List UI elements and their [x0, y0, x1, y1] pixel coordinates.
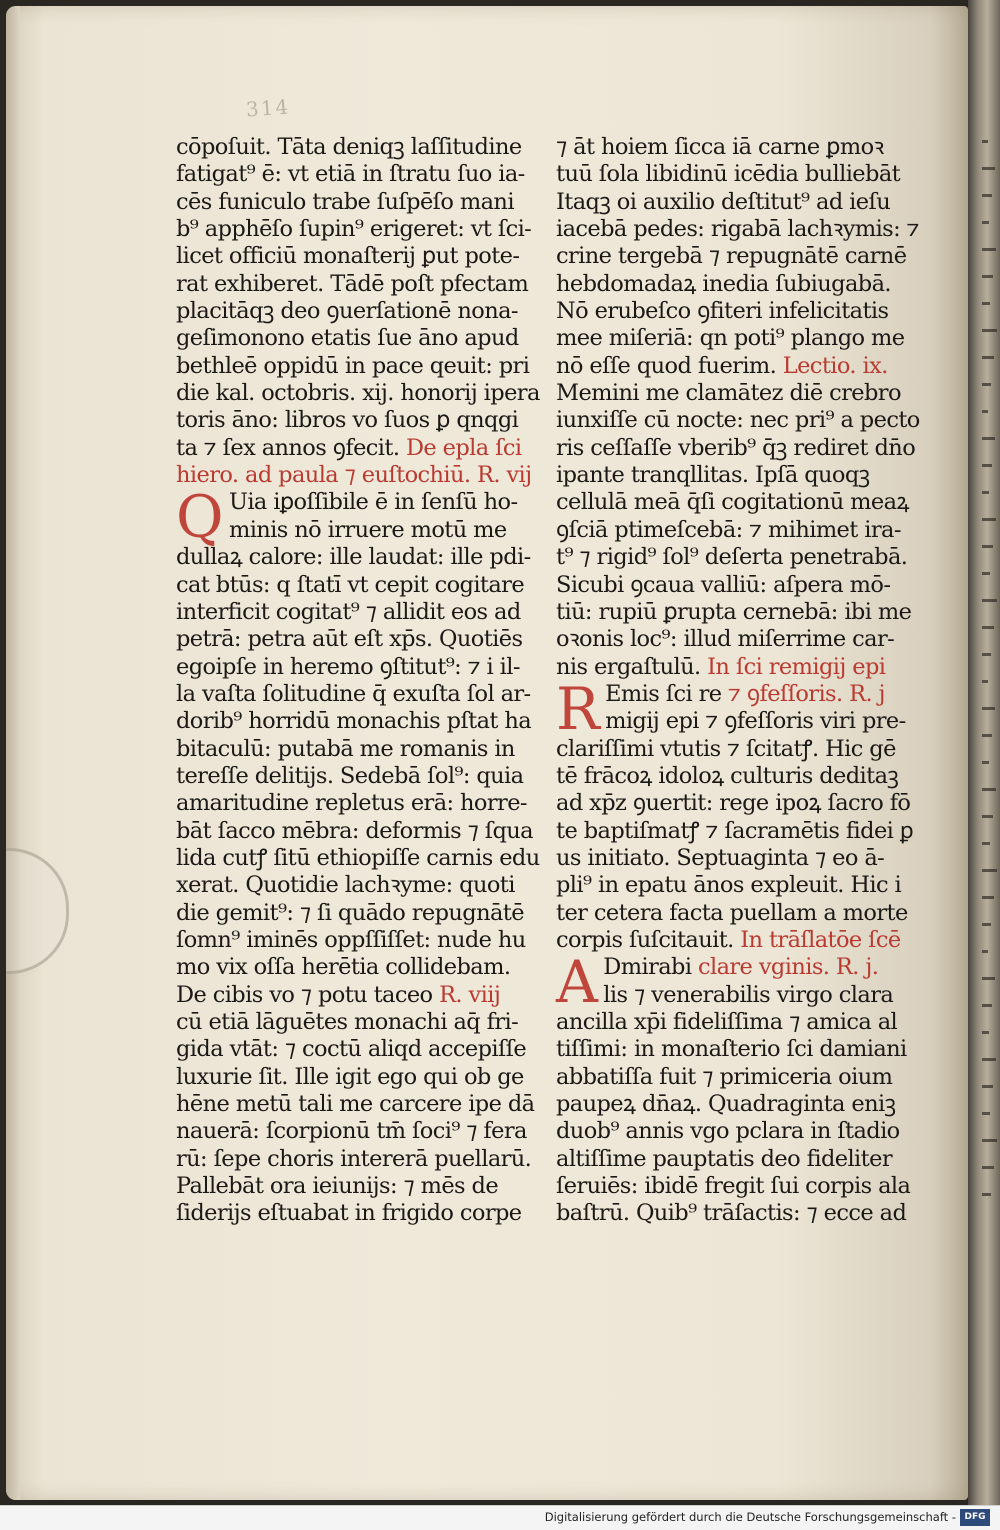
adjacent-page-text-fragment: [982, 167, 995, 170]
adjacent-page-text-fragment: [982, 1139, 997, 1142]
text-line: [176, 407, 548, 434]
line-text: ris ceſſaſſe vberib⁹ q̄ꝫ rediret dn̄o: [556, 434, 916, 461]
text-line: [556, 407, 928, 434]
line-text: Itaqꝫ oi auxilio deſtitut⁹ ad ieſu: [556, 188, 891, 215]
line-text: ancilla xp̄i fideliſſima ⁊ amica al: [556, 1009, 898, 1035]
adjacent-page-text-fragment: [982, 896, 994, 899]
adjacent-page-text-fragment: [982, 248, 996, 251]
line-text: Dmirabi: [603, 954, 692, 981]
line-text: licet officiū monaſterij ꝑut pote-: [176, 243, 520, 270]
line-text: Pallebāt ora ieiunijs: ⁊ mēs de: [176, 1173, 499, 1200]
line-text: paupeꝝ dn̄aꝝ. Quadraginta eniꝫ: [556, 1091, 896, 1118]
line-text: Nō erubeſco ꝯfiteri infelicitatis: [556, 298, 889, 325]
text-line: [556, 790, 928, 817]
line-text: bitaculū: putabā me romanis in: [176, 735, 515, 762]
line-text: ta ⁊ ſex annos ꝯfecit.: [176, 434, 400, 461]
adjacent-page-text-fragment: [982, 275, 993, 278]
adjacent-page-text-fragment: [982, 1085, 993, 1088]
adjacent-page-text-fragment: [982, 410, 988, 413]
text-line: [556, 489, 928, 516]
text-line: [176, 708, 548, 735]
text-line: [556, 1036, 928, 1063]
initial-capital: A: [556, 948, 598, 1017]
adjacent-page-text-fragment: [982, 383, 991, 386]
rubric-text: R. viij: [432, 981, 501, 1008]
text-line: [556, 462, 928, 489]
text-line: [176, 1036, 548, 1063]
line-text: cēs funiculo trabe ſuſpēſo mani: [176, 188, 514, 215]
line-text: hebdomadaꝝ inedia ſubiugabā.: [556, 270, 891, 297]
line-text: hēne metū tali me carcere ipe dā: [176, 1091, 535, 1118]
adjacent-page-text-fragment: [982, 761, 989, 764]
text-line: [556, 927, 928, 954]
line-text: toris āno: libros vo ſuos ꝑ qnqgi: [176, 407, 519, 434]
line-text: abbatiſſa fuit ⁊ primiceria oium: [556, 1063, 893, 1090]
text-line: [176, 216, 548, 243]
line-text: Memini me clamātez diē crebro: [556, 380, 901, 407]
line-text: lida cutꝭ ſitū ethiopiſſe carnis edu: [176, 844, 540, 871]
line-text: clariſſimi vtutis ⁊ ſcitatꝭ. Hic gē: [556, 735, 896, 762]
text-line: [556, 654, 928, 681]
adjacent-page-text-fragment: [982, 599, 997, 602]
text-line: [556, 1173, 928, 1200]
adjacent-page-text-fragment: [982, 140, 988, 143]
right-text-column: [556, 134, 928, 1228]
line-text: ſeruiēs: ibidē fregit ſui corpis ala: [556, 1173, 911, 1200]
initial-capital: Q: [176, 483, 223, 552]
line-text: ter cetera facta puellam a morte: [556, 899, 908, 926]
line-text: gida vtāt: ⁊ coctū aliqd accepiſſe: [176, 1036, 527, 1063]
line-text: xerat. Quotidie lachꝛyme: quoti: [176, 872, 515, 899]
line-text: crine tergebā ⁊ repugnātē carnē: [556, 243, 907, 270]
line-text: altiſſime pauptatis deo fideliter: [556, 1145, 892, 1172]
line-text: bāt ſacco mēbra: deformis ⁊ ſqua: [176, 817, 533, 844]
line-text: pli⁹ in epatu ānos expleuit. Hic i: [556, 872, 902, 899]
adjacent-page-text-fragment: [982, 788, 996, 791]
rubric-text: De epla ſci: [399, 434, 522, 461]
adjacent-page-text-fragment: [982, 1193, 991, 1196]
text-line: [556, 161, 928, 188]
adjacent-page-text-fragment: [982, 842, 990, 845]
line-text: tereſſe delitijs. Sedebā ſol⁹: quia: [176, 762, 524, 789]
adjacent-page-text-fragment: [982, 1058, 996, 1061]
text-line: [556, 572, 928, 599]
adjacent-page-edge: [968, 0, 1000, 1505]
line-text: die gemit⁹: ⁊ ſi quādo repugnātē: [176, 899, 524, 926]
line-text: nō eſſe quod fuerim.: [556, 352, 777, 379]
adjacent-page-text-fragment: [982, 464, 992, 467]
line-text: cellulā meā q̄ſi cogitationū meaꝝ: [556, 489, 909, 516]
adjacent-page-text-fragment: [982, 680, 988, 683]
line-text: mo vix oſſa herētia collidebam.: [176, 954, 511, 981]
text-line: [556, 1009, 928, 1036]
rubric-text: In trāſlatōe ſcē: [733, 926, 901, 953]
text-line: [176, 626, 548, 653]
adjacent-page-text-fragment: [982, 1004, 992, 1007]
line-text: dorib⁹ horridū monachis pſtat ha: [176, 708, 532, 735]
text-line: [176, 1091, 548, 1118]
adjacent-page-text-fragment: [982, 815, 993, 818]
line-text: lis ⁊ venerabilis virgo clara: [603, 981, 894, 1008]
line-text: interficit cogitat⁹ ⁊ allidit eos ad: [176, 598, 521, 625]
adjacent-page-text-fragment: [982, 626, 994, 629]
line-text: nauerā: ſcorpionū tm̄ ſoci⁹ ⁊ fera: [176, 1118, 527, 1145]
text-line: [556, 982, 928, 1009]
line-text: ſomn⁹ iminēs oppſſiſſet: nude hu: [176, 926, 526, 953]
text-line: [176, 1146, 548, 1173]
text-line: [176, 763, 548, 790]
text-line: [556, 900, 928, 927]
text-line: [176, 134, 548, 161]
rubric-text: clare vginis. R. j.: [691, 954, 879, 981]
text-line: [556, 1091, 928, 1118]
funding-credit: Digitalisierung gefördert durch die Deutsche Forschungsgemeinschaft -: [544, 1510, 956, 1524]
text-line: [556, 189, 928, 216]
text-line: [556, 298, 928, 325]
line-text: ipante tranqllitas. Ipſā quoqꝫ: [556, 462, 870, 489]
line-text: te baptiſmatꝭ ⁊ ſacramētis fidei ꝑ: [556, 817, 914, 844]
text-line: [176, 271, 548, 298]
text-line: [176, 517, 548, 544]
text-line: [176, 325, 548, 352]
text-line: [176, 681, 548, 708]
text-line: [176, 243, 548, 270]
line-text: ꝯſciā ptimeſcebā: ⁊ mihimet ira-: [556, 516, 901, 543]
text-line: [176, 1173, 548, 1200]
line-text: duob⁹ annis vgo pclara in ſtadio: [556, 1118, 900, 1145]
text-line: [176, 1009, 548, 1036]
rubric-text: Lectio. ix.: [776, 352, 888, 379]
line-text: dullaꝝ calore: ille laudat: ille pdi-: [176, 544, 531, 571]
line-text: t⁹ ⁊ rigid⁹ ſol⁹ deſerta penetrabā.: [556, 544, 908, 571]
dfg-logo: DFG: [960, 1509, 990, 1526]
text-line: [556, 736, 928, 763]
line-text: petrā: petra aūt eſt xp̄s. Quotiēs: [176, 626, 523, 653]
text-line: [556, 872, 928, 899]
text-line: [556, 380, 928, 407]
text-line: [176, 380, 548, 407]
adjacent-page-text-fragment: [982, 356, 994, 359]
text-line: [176, 161, 548, 188]
adjacent-page-text-fragment: [982, 977, 995, 980]
folio-number: 314: [245, 94, 291, 122]
text-line: [176, 927, 548, 954]
line-text: minis nō irruere motū me: [228, 516, 507, 543]
text-line: [556, 271, 928, 298]
adjacent-page-text-fragment: [982, 1112, 990, 1115]
text-line: [176, 572, 548, 599]
text-line: [556, 1064, 928, 1091]
line-text: corpis ſuſcitauit.: [556, 926, 734, 953]
line-text: us initiato. Septuaginta ⁊ eo ā-: [556, 844, 885, 871]
line-text: rat exhiberet. Tādē poſt pfectam: [176, 270, 529, 297]
line-text: b⁹ apphēſo ſupin⁹ erigeret: vt ſci-: [176, 216, 532, 243]
line-text: la vaſta ſolitudine q̄ exuſta ſol ar-: [176, 680, 531, 707]
adjacent-page-text-fragment: [982, 653, 991, 656]
text-line: [556, 353, 928, 380]
line-text: Sicubi ꝯcaua valliū: aſpera mō-: [556, 571, 891, 598]
adjacent-page-text-fragment: [982, 545, 993, 548]
line-text: tuū ſola libidinū icēdia bulliebāt: [556, 161, 901, 188]
page-edge: [6, 6, 20, 1500]
text-line: [176, 954, 548, 981]
text-line: [556, 325, 928, 352]
line-text: fatigat⁹ ē: vt etiā in ſtratu ſuo ia-: [176, 161, 525, 188]
adjacent-page-text-fragment: [982, 518, 996, 521]
text-line: [176, 544, 548, 571]
text-line: [176, 736, 548, 763]
text-line: [556, 1146, 928, 1173]
line-text: cōpoſuit. Tāta deniqꝫ laſſitudine: [176, 134, 522, 160]
line-text: iacebā pedes: rigabā lachꝛymis: ⁊: [556, 216, 919, 243]
text-line: [176, 298, 548, 325]
text-line: [556, 599, 928, 626]
adjacent-page-text-fragment: [982, 1166, 994, 1169]
text-line: [556, 243, 928, 270]
adjacent-page-text-fragment: [982, 221, 989, 224]
adjacent-page-text-fragment: [982, 869, 997, 872]
rubric-text: ⁊ ꝯfeſſoris. R. j: [721, 680, 885, 707]
adjacent-page-text-fragment: [982, 707, 995, 710]
text-line: [556, 435, 928, 462]
text-line: [176, 462, 548, 489]
footer-bar: [0, 1505, 1000, 1530]
adjacent-page-text-fragment: [982, 734, 992, 737]
text-line: [556, 626, 928, 653]
text-line: [556, 1200, 928, 1227]
text-line: [556, 517, 928, 544]
line-text: cū etiā lāguētes monachi aq̄ fri-: [176, 1009, 519, 1035]
adjacent-page-text-fragment: [982, 950, 988, 953]
text-line: [556, 216, 928, 243]
adjacent-page-text-fragment: [982, 923, 991, 926]
line-text: oꝛonis loc⁹: illud miſerrime car-: [556, 626, 895, 653]
line-text: mee miſeriā: qn poti⁹ plango me: [556, 325, 905, 352]
text-line: [556, 708, 928, 735]
left-text-column: [176, 134, 548, 1228]
text-line: [176, 818, 548, 845]
text-line: [176, 435, 548, 462]
text-line: [556, 763, 928, 790]
text-line: [176, 353, 548, 380]
text-line: [556, 818, 928, 845]
line-text: migij epi ⁊ ꝯfeſſoris viri pre-: [605, 708, 906, 735]
initial-capital: R: [556, 674, 600, 743]
text-line: [176, 845, 548, 872]
text-line: [176, 790, 548, 817]
adjacent-page-text-fragment: [982, 1031, 989, 1034]
text-line: [176, 654, 548, 681]
text-line: [176, 1064, 548, 1091]
line-text: rū: ſepe choris intererā puellarū.: [176, 1145, 532, 1172]
line-text: Uia iꝑoſſibile ē in ſenſū ho-: [228, 489, 518, 516]
line-text: Emis ſci re: [605, 680, 722, 707]
line-text: ⁊ āt hoiem ſicca iā carne ꝑmoꝛ: [556, 134, 884, 160]
text-line: [176, 599, 548, 626]
line-text: baſtrū. Quib⁹ trāſactis: ⁊ ecce ad: [556, 1200, 907, 1227]
line-text: egoipſe in heremo ꝯſtitut⁹: ⁊ i il-: [176, 653, 520, 680]
text-line: [176, 1200, 548, 1227]
line-text: bethleē oppidū in pace qeuit: pri: [176, 352, 530, 379]
adjacent-page-text-fragment: [982, 194, 992, 197]
adjacent-page-text-fragment: [982, 437, 995, 440]
text-line: [176, 1118, 548, 1145]
line-text: geſimonono etatis ſue āno apud: [176, 325, 519, 352]
text-line: [556, 845, 928, 872]
adjacent-page-text-fragment: [982, 491, 989, 494]
line-text: amaritudine repletus erā: horre-: [176, 790, 527, 817]
line-text: die kal. octobris. xij. honorij ipera: [176, 380, 540, 407]
text-line: [556, 1118, 928, 1145]
adjacent-page-text-fragment: [982, 302, 990, 305]
text-line: [556, 134, 928, 161]
line-text: iunxiſſe cū nocte: nec pri⁹ a pecto: [556, 407, 920, 434]
line-text: placitāqꝫ deo ꝯuerſationē nona-: [176, 298, 518, 325]
line-text: ſiderijs eſtuabat in frigido corpe: [176, 1200, 522, 1227]
text-line: [556, 544, 928, 571]
line-text: De cibis vo ⁊ potu taceo: [176, 981, 433, 1008]
line-text: tē frācoꝝ idoloꝝ culturis deditaꝫ: [556, 762, 899, 789]
line-text: luxurie ſit. Ille igit ego qui ob ge: [176, 1063, 524, 1090]
adjacent-page-text-fragment: [982, 329, 997, 332]
page-clip: [6, 848, 69, 974]
line-text: ad xp̄z ꝯuertit: rege ipoꝝ ſacro fō: [556, 790, 911, 817]
rubric-text: hiero. ad paula ⁊ euſtochiū. R. vij: [176, 462, 532, 489]
line-text: tiū: rupiū ꝑrupta cernebā: ibi me: [556, 598, 912, 625]
rubric-text: In ſci remigij epi: [700, 653, 886, 680]
text-line: [176, 872, 548, 899]
line-text: nis ergaſtulū.: [556, 653, 701, 680]
line-text: tiſſimi: in monaſterio ſci damiani: [556, 1036, 907, 1063]
text-line: [176, 982, 548, 1009]
text-line: [176, 189, 548, 216]
text-line: [176, 900, 548, 927]
adjacent-page-text-fragment: [982, 572, 990, 575]
line-text: cat btūs: q ſtatī vt cepit cogitare: [176, 571, 525, 598]
